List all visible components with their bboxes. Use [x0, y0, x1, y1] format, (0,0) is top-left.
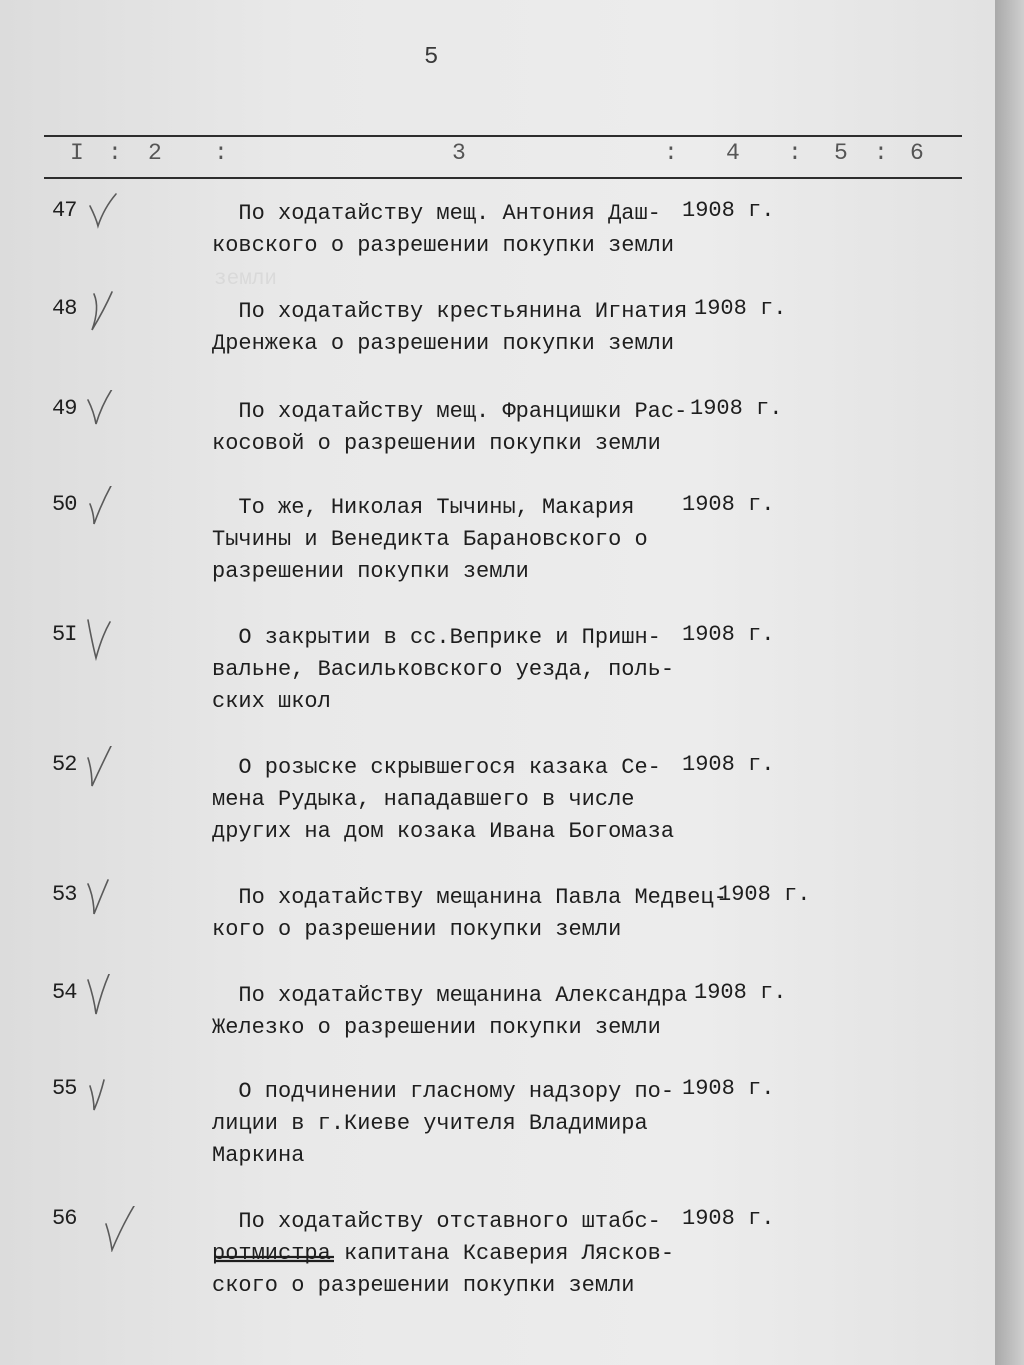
col-header-1: I: [70, 140, 84, 166]
entry-number: 50: [52, 492, 77, 517]
check-mark-icon: [86, 746, 120, 792]
entry-year: 1908 г.: [694, 296, 787, 321]
entry-year: 1908 г.: [682, 1206, 775, 1231]
col-header-5: 5: [834, 140, 848, 166]
check-mark-icon: [86, 1070, 120, 1116]
background-edge: [995, 0, 1024, 1365]
entry-description: По ходатайству отставного штабс- ротмистра капитана Ксаверия Лясков- ского о разрешении покупки земли: [212, 1209, 675, 1298]
entry-number: 54: [52, 980, 77, 1005]
check-mark-icon: [86, 876, 120, 922]
entry-year: 1908 г.: [694, 980, 787, 1005]
entry-description: По ходатайству крестьянина Игнатия Дренжека о разрешении покупки земли: [212, 299, 688, 356]
col-sep-1: :: [108, 140, 122, 166]
col-header-6: 6: [910, 140, 924, 166]
entry-year: 1908 г.: [718, 882, 811, 907]
entry-number: 53: [52, 882, 77, 907]
entry-year: 1908 г.: [682, 622, 775, 647]
entry-description: То же, Николая Тычины, Макария Тычины и Венедикта Барановского о разрешении покупки земли: [212, 495, 648, 584]
check-mark-icon: [86, 616, 120, 662]
entry-description: По ходатайству мещанина Павла Медвец- кого о разрешении покупки земли: [212, 885, 727, 942]
check-mark-icon: [104, 1206, 138, 1252]
entry-year: 1908 г.: [690, 396, 783, 421]
header-rule-bottom: [44, 177, 962, 179]
entry-number: 47: [52, 198, 77, 223]
check-mark-icon: [86, 290, 120, 336]
entry-number: 48: [52, 296, 77, 321]
strikethrough-mark: [214, 1253, 334, 1265]
col-header-4: 4: [726, 140, 740, 166]
col-sep-4: :: [788, 140, 802, 166]
entry-year: 1908 г.: [682, 1076, 775, 1101]
entry-description: О закрытии в сс.Веприке и Пришн- вальне, Васильковского уезда, поль- ских школ: [212, 625, 675, 714]
entry-description: О розыске скрывшегося казака Се- мена Рудыка, нападавшего в числе других на дом козака Ивана Богомаза: [212, 755, 675, 844]
entry-number: 56: [52, 1206, 77, 1231]
entry-description: По ходатайству мещ. Антония Даш- ковского о разрешении покупки земли: [212, 201, 675, 258]
entry-number: 5I: [52, 622, 77, 647]
entry-year: 1908 г.: [682, 198, 775, 223]
col-header-2: 2: [148, 140, 162, 166]
entry-number: 55: [52, 1076, 77, 1101]
show-through: земли: [214, 268, 278, 291]
col-sep-2: :: [214, 140, 228, 166]
entry-number: 49: [52, 396, 77, 421]
entry-description: По ходатайству мещанина Александра Железко о разрешении покупки земли: [212, 983, 688, 1040]
entry-year: 1908 г.: [682, 492, 775, 517]
check-mark-icon: [86, 486, 120, 532]
entry-description: По ходатайству мещ. Францишки Рас- косовой о разрешении покупки земли: [212, 399, 688, 456]
col-sep-5: :: [874, 140, 888, 166]
entry-year: 1908 г.: [682, 752, 775, 777]
col-sep-3: :: [664, 140, 678, 166]
page-number: 5: [424, 44, 439, 71]
check-mark-icon: [86, 192, 120, 238]
check-mark-icon: [86, 390, 120, 436]
check-mark-icon: [86, 974, 120, 1020]
entry-number: 52: [52, 752, 77, 777]
entry-description: О подчинении гласному надзору по- лиции в г.Киеве учителя Владимира Маркина: [212, 1079, 675, 1168]
header-rule-top: [44, 135, 962, 137]
col-header-3: 3: [452, 140, 466, 166]
